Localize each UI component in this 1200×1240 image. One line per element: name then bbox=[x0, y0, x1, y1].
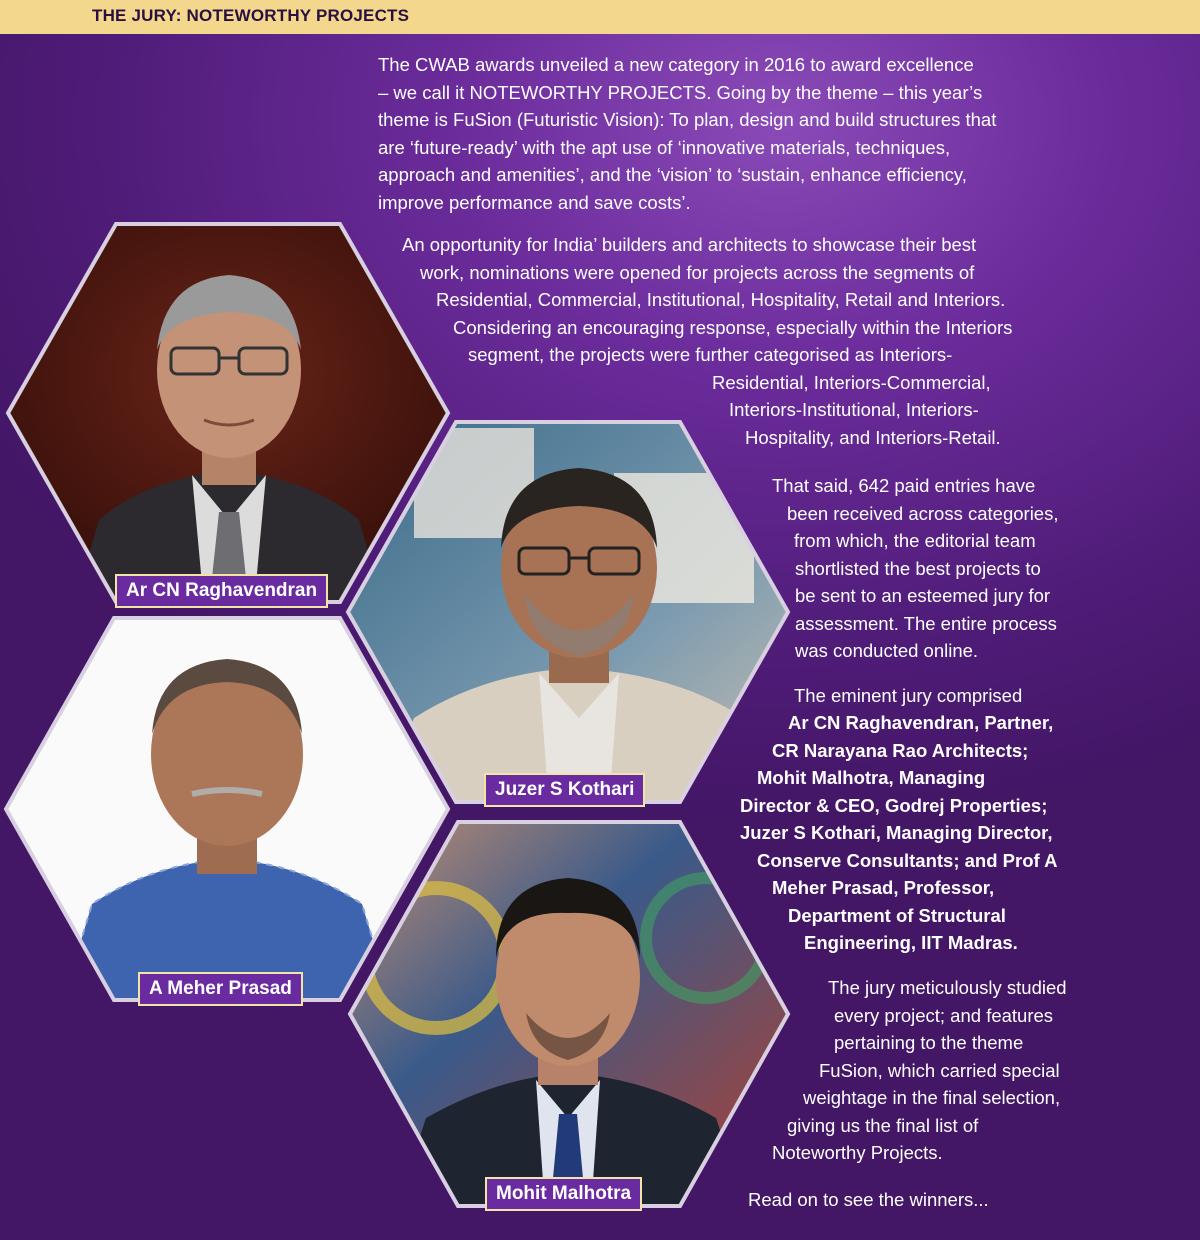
text-line: Considering an encouraging response, especially within the Interiors bbox=[453, 316, 1013, 338]
text-line: Director & CEO, Godrej Properties; bbox=[740, 794, 1048, 816]
text-line: from which, the editorial team bbox=[794, 530, 1036, 551]
header-banner bbox=[0, 0, 1200, 34]
juror-caption-raghavendran: Ar CN Raghavendran bbox=[115, 574, 328, 608]
banner-accent bbox=[0, 0, 74, 34]
text-line: work, nominations were opened for projects across the segments of bbox=[420, 261, 975, 283]
juror-caption-prasad: A Meher Prasad bbox=[138, 972, 303, 1006]
text-line: Interiors-Institutional, Interiors- bbox=[729, 399, 979, 420]
hexagon-portrait bbox=[346, 818, 792, 1210]
text-line: Ar CN Raghavendran, Partner, bbox=[788, 712, 1054, 733]
text-line: Hospitality, and Interiors-Retail. bbox=[745, 426, 1001, 448]
text-line: Meher Prasad, Professor, bbox=[772, 877, 995, 898]
text-line: Noteworthy Projects. bbox=[772, 1142, 943, 1163]
text-line: theme is FuSion (Futuristic Vision): To plan, design and build structures that bbox=[378, 109, 997, 130]
text-line: The CWAB awards unveiled a new category in 2016 to award excellence bbox=[378, 54, 974, 75]
juror-photo-malhotra bbox=[346, 818, 792, 1210]
text-line: Department of Structural bbox=[788, 904, 1006, 926]
text-line: That said, 642 paid entries have bbox=[772, 475, 1036, 496]
text-line: Residential, Interiors-Commercial, bbox=[712, 371, 991, 393]
text-line: – we call it NOTEWORTHY PROJECTS. Going by the theme – this year’s bbox=[378, 81, 983, 103]
juror-caption-malhotra: Mohit Malhotra bbox=[485, 1177, 642, 1211]
text-line: was conducted online. bbox=[795, 640, 979, 661]
text-line: Conserve Consultants; and Prof A bbox=[757, 849, 1058, 871]
text-line: are ‘future-ready’ with the apt use of ‘innovative materials, techniques, bbox=[378, 136, 951, 158]
intro-paragraph bbox=[378, 51, 996, 216]
text-line: The jury meticulously studied bbox=[828, 977, 1067, 998]
closing-line: Read on to see the winners... bbox=[748, 1189, 989, 1210]
page-title: THE JURY: NOTEWORTHY PROJECTS bbox=[92, 6, 410, 25]
text-line: segment, the projects were further categorised as Interiors- bbox=[468, 344, 953, 365]
text-line: FuSion, which carried special bbox=[819, 1059, 1060, 1081]
text-line: every project; and features bbox=[834, 1004, 1054, 1026]
text-line: Mohit Malhotra, Managing bbox=[757, 767, 986, 788]
jury-intro: The eminent jury comprised bbox=[794, 685, 1023, 706]
text-line: pertaining to the theme bbox=[834, 1032, 1024, 1053]
text-line: been received across categories, bbox=[787, 502, 1059, 524]
text-line: assessment. The entire process bbox=[795, 612, 1057, 634]
text-line: improve performance and save costs’. bbox=[378, 191, 691, 213]
text-line: be sent to an esteemed jury for bbox=[795, 585, 1051, 606]
text-line: weightage in the final selection, bbox=[803, 1087, 1061, 1108]
text-line: An opportunity for India’ builders and architects to showcase their best bbox=[402, 234, 977, 255]
juror-caption-kothari: Juzer S Kothari bbox=[484, 773, 645, 807]
text-line: Engineering, IIT Madras. bbox=[804, 932, 1018, 953]
text-line: approach and amenities’, and the ‘vision’ to ‘sustain, enhance efficiency, bbox=[378, 164, 967, 185]
text-line: Juzer S Kothari, Managing Director, bbox=[740, 822, 1053, 843]
text-line: Residential, Commercial, Institutional, Hospitality, Retail and Interiors. bbox=[436, 289, 1006, 310]
text-line: shortlisted the best projects to bbox=[795, 557, 1041, 579]
text-line: giving us the final list of bbox=[787, 1114, 979, 1136]
text-line: CR Narayana Rao Architects; bbox=[772, 739, 1029, 761]
